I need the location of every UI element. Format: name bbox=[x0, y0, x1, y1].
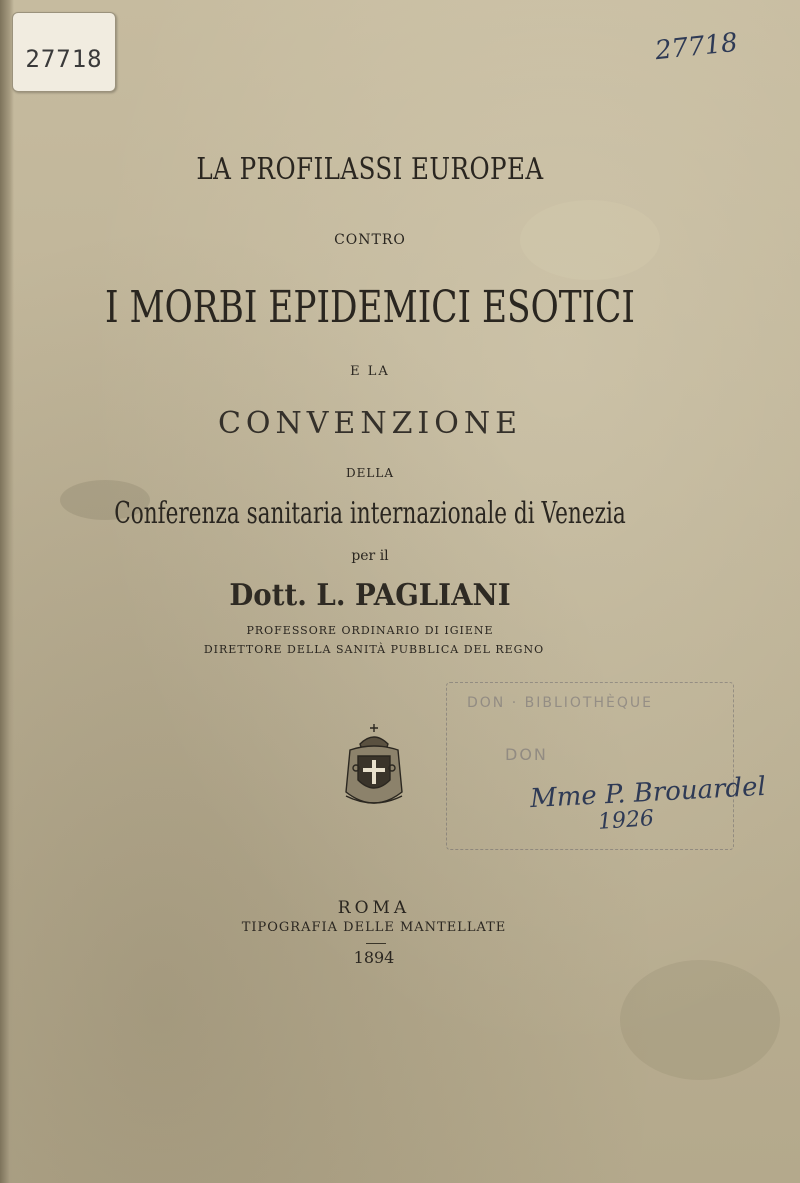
title-line-4: Conferenza sanitaria internazionale di Venezia bbox=[114, 496, 626, 531]
stamp-text: DON bbox=[505, 745, 548, 764]
title-line-1: LA PROFILASSI EUROPEA bbox=[196, 152, 544, 187]
author-position-1: PROFESSORE ORDINARIO DI IGIENE bbox=[246, 624, 494, 637]
title-line-3: CONVENZIONE bbox=[217, 406, 523, 441]
title-line-2: I MORBI EPIDEMICI ESOTICI bbox=[105, 282, 635, 333]
imprint-printer: TIPOGRAFIA DELLE MANTELLATE bbox=[241, 920, 507, 935]
label-number: 27718 bbox=[25, 45, 103, 73]
title-connector-contro: CONTRO bbox=[334, 232, 406, 248]
handwritten-shelfmark: 27718 bbox=[653, 27, 740, 67]
library-label bbox=[12, 12, 116, 92]
handwritten-year: 1926 bbox=[597, 806, 655, 835]
author-name: Dott. L. PAGLIANI bbox=[229, 578, 511, 613]
stamp-text: DON · BIBLIOTHÈQUE bbox=[467, 695, 653, 711]
handwritten-donor: Mme P. Brouardel bbox=[529, 771, 767, 815]
author-position-2: DIRETTORE DELLA SANITÀ PUBBLICA DEL REGNO bbox=[203, 643, 545, 656]
imprint-city: ROMA bbox=[337, 898, 411, 918]
title-connector-e-la: E LA bbox=[350, 364, 390, 379]
paper-edge bbox=[0, 0, 14, 1183]
royal-coat-of-arms-icon bbox=[336, 722, 412, 812]
paper-stain bbox=[620, 960, 780, 1080]
library-stamp bbox=[446, 682, 734, 850]
imprint-rule bbox=[366, 943, 386, 944]
imprint-year: 1894 bbox=[353, 948, 395, 967]
title-connector-della: DELLA bbox=[346, 466, 394, 480]
author-intro: per il bbox=[351, 548, 389, 564]
